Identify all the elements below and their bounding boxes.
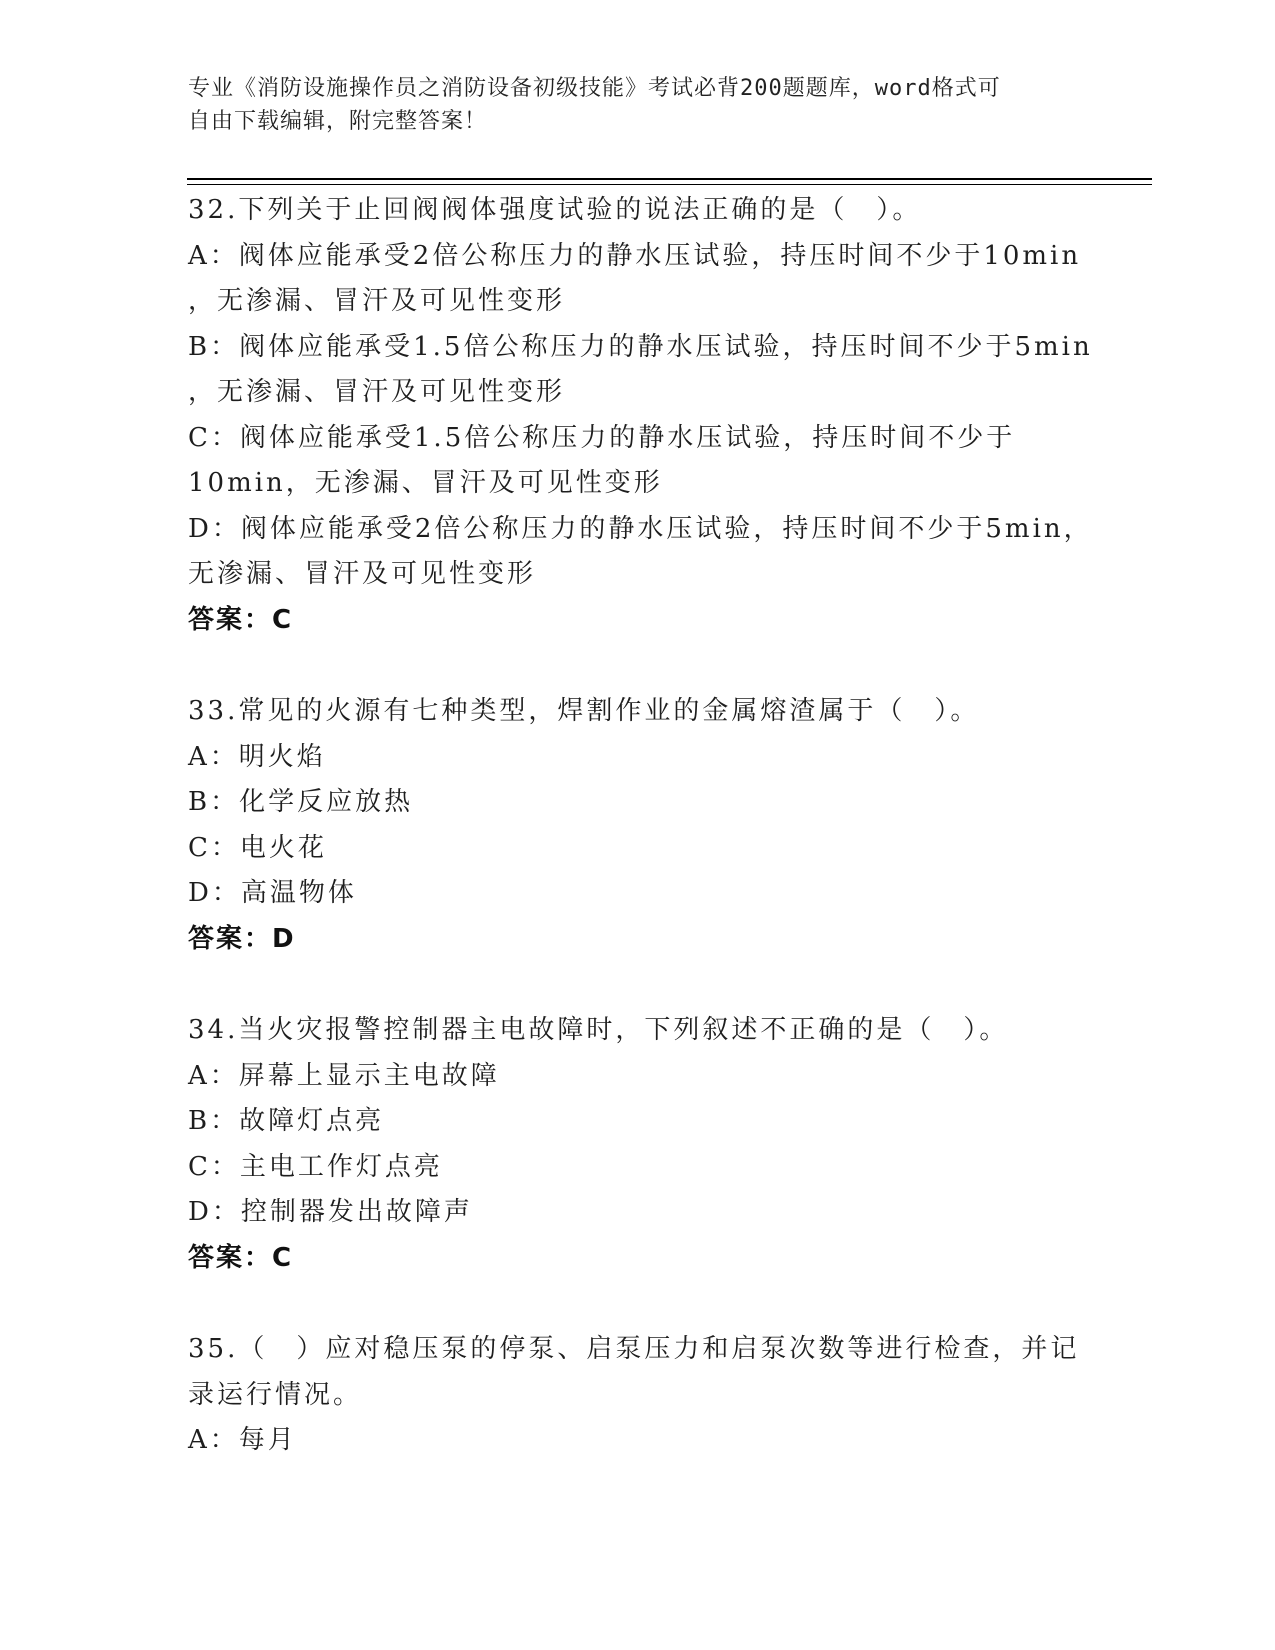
option-a: A：阀体应能承受2倍公称压力的静水压试验，持压时间不少于10min (188, 240, 1082, 271)
option-c: C：阀体应能承受1.5倍公称压力的静水压试验，持压时间不少于 (188, 422, 1016, 453)
header-line: 自由下载编辑，附完整答案！ (188, 109, 488, 134)
question-stem: 35.（ ）应对稳压泵的停泵、启泵压力和启泵次数等进行检查，并记 (188, 1334, 1080, 1364)
question-stem-continued: 录运行情况。 (188, 1379, 363, 1410)
question-33 (188, 689, 1088, 962)
header-divider-thin (187, 184, 1152, 185)
answer: 答案：D (188, 923, 296, 954)
question-35 (188, 1327, 1088, 1464)
question-stem: 32.下列关于止回阀阀体强度试验的说法正确的是（ ）。 (188, 195, 922, 225)
option-b-continued: ，无渗漏、冒汗及可见性变形 (188, 377, 566, 407)
option-c-continued: 10min，无渗漏、冒汗及可见性变形 (188, 468, 663, 498)
question-list (188, 188, 1093, 1510)
option-c: C：电火花 (188, 832, 327, 863)
header-line: 专业《消防设施操作员之消防设备初级技能》考试必背200题题库，word格式可 (188, 76, 1001, 101)
option-b: B：阀体应能承受1.5倍公称压力的静水压试验，持压时间不少于5min (188, 331, 1093, 362)
answer: 答案：C (188, 1242, 294, 1273)
question-32 (188, 188, 1093, 643)
option-a-continued: ，无渗漏、冒汗及可见性变形 (188, 286, 566, 316)
option-d-continued: 无渗漏、冒汗及可见性变形 (188, 559, 537, 589)
question-34 (188, 1008, 1088, 1281)
option-b: B：化学反应放热 (188, 787, 414, 817)
question-stem: 34.当火灾报警控制器主电故障时，下列叙述不正确的是（ ）。 (188, 1015, 1009, 1045)
option-b: B：故障灯点亮 (188, 1106, 385, 1136)
option-a: A：明火焰 (188, 741, 326, 772)
option-a: A：屏幕上显示主电故障 (188, 1060, 500, 1091)
option-d: D：高温物体 (188, 878, 357, 908)
question-stem: 33.常见的火源有七种类型，焊割作业的金属熔渣属于（ ）。 (188, 696, 980, 726)
header-divider-thick (187, 178, 1152, 180)
option-d: D：控制器发出故障声 (188, 1197, 473, 1227)
answer: 答案：C (188, 604, 294, 635)
option-d: D：阀体应能承受2倍公称压力的静水压试验，持压时间不少于5min， (188, 513, 1093, 544)
option-a: A：每月 (188, 1425, 297, 1455)
document-header (188, 72, 1068, 138)
option-c: C：主电工作灯点亮 (188, 1151, 443, 1182)
